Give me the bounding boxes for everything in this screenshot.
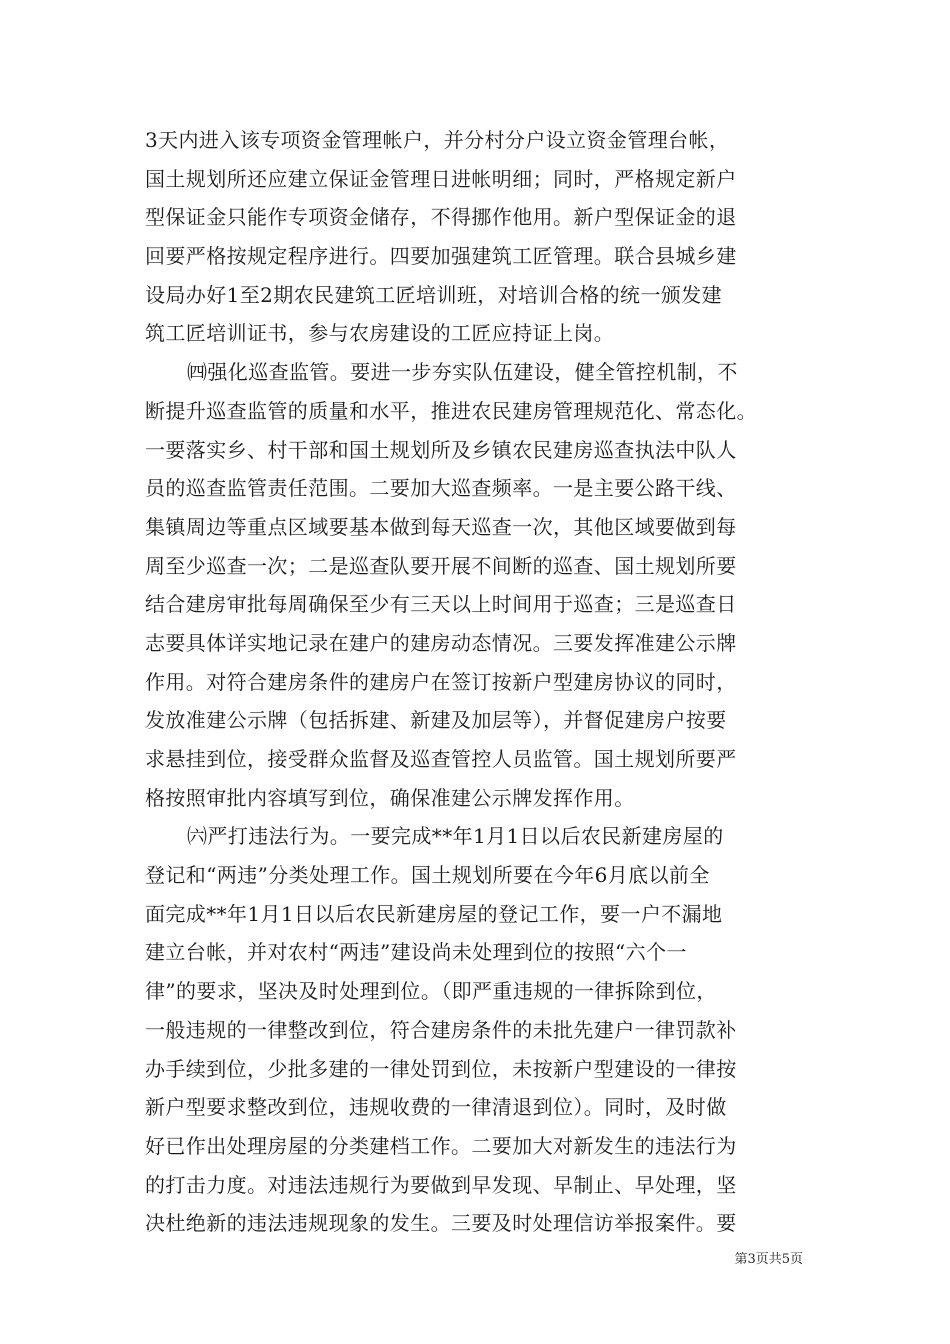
text-line: 一要落实乡、村干部和国土规划所及乡镇农民建房巡查执法中队人: [145, 437, 737, 462]
text-line: 建立台帐，并对农村“两违”建设尚未处理到位的按照“六个一: [145, 940, 687, 965]
text-line: 设局办好1至2期农民建筑工匠培训班，对培训合格的统一颁发建: [145, 282, 723, 307]
text-line: 格按照审批内容填写到位，确保准建公示牌发挥作用。: [145, 785, 635, 810]
text-line: 的打击力度。对违法违规行为要做到早发现、早制止、早处理，坚: [145, 1172, 737, 1197]
text-line: 一般违规的一律整改到位，符合建房条件的未批先建户一律罚款补: [145, 1017, 737, 1042]
text-line: 回要严格按规定程序进行。四要加强建筑工匠管理。联合县城乡建: [145, 244, 737, 269]
text-line: 3天内进入该专项资金管理帐户，并分村分户设立资金管理台帐，: [145, 128, 730, 152]
text-line: 员的巡查监管责任范围。二要加大巡查频率。一是主要公路干线、: [145, 476, 737, 501]
text-line: 作用。对符合建房条件的建房户在签订按新户型建房协议的同时，: [145, 669, 737, 694]
text-line: 集镇周边等重点区域要基本做到每天巡查一次，其他区域要做到每: [145, 514, 737, 539]
paragraph-first-line: ㈣强化巡查监管。要进一步夯实队伍建设，健全管控机制，不: [187, 360, 738, 385]
text-line: 型保证金只能作专项资金储存，不得挪作他用。新户型保证金的退: [145, 205, 737, 230]
text-line: 结合建房审批每周确保至少有三天以上时间用于巡查；三是巡查日: [145, 592, 737, 617]
text-line: 周至少巡查一次；二是巡查队要开展不间断的巡查、国土规划所要: [145, 553, 737, 578]
text-line: 办手续到位，少批多建的一律处罚到位，未按新户型建设的一律按: [145, 1056, 737, 1081]
text-line: 决杜绝新的违法违规现象的发生。三要及时处理信访举报案件。要: [145, 1211, 737, 1236]
paragraph-first-line: ㈥严打违法行为。一要完成**年1月1日以后农民新建房屋的: [187, 824, 724, 849]
text-line: 国土规划所还应建立保证金管理日进帐明细；同时，严格规定新户: [145, 166, 737, 191]
text-line: 面完成**年1月1日以后农民新建房屋的登记工作，要一户不漏地: [145, 901, 723, 926]
text-line: 好已作出处理房屋的分类建档工作。二要加大对新发生的违法行为: [145, 1133, 737, 1158]
text-line: 发放准建公示牌（包括拆建、新建及加层等），并督促建房户按要: [145, 708, 727, 733]
text-line: 志要具体详实地记录在建户的建房动态情况。三要发挥准建公示牌: [145, 630, 737, 655]
text-line: 律”的要求，坚决及时处理到位。（即严重违规的一律拆除到位，: [145, 979, 717, 1004]
document-body: [145, 121, 807, 1243]
text-line: 求悬挂到位，接受群众监督及巡查管控人员监管。国土规划所要严: [145, 747, 737, 771]
page-number: 第3页共5页: [734, 1252, 803, 1267]
text-line: 新户型要求整改到位，违规收费的一律清退到位）。同时，及时做: [145, 1095, 727, 1120]
text-line: 筑工匠培训证书，参与农房建设的工匠应持证上岗。: [145, 321, 615, 346]
text-line: 断提升巡查监管的质量和水平，推进农民建房管理规范化、常态化。: [145, 398, 757, 423]
text-line: 登记和“两违”分类处理工作。国土规划所要在今年6月底以前全: [145, 863, 710, 888]
